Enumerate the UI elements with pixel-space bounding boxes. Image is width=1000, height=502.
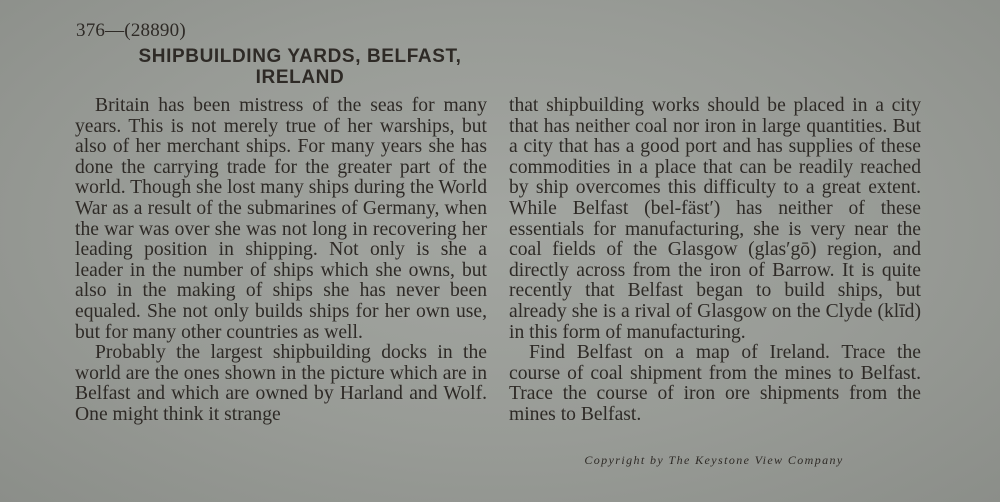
right-column xyxy=(509,96,921,426)
left-column xyxy=(75,96,487,426)
right-paragraph-1: that shipbuilding works should be placed in a city that has neither coal nor iron in large quantities. But a city that has a good port and has supplies of these commodities in a place that can be readily reached by ship overcomes this difficulty to a great extent. While Belfast (bel-fäst′) has neither of these essentials for manufacturing, she is very near the coal fields of the Glasgow (glas′gō) region, and directly across from the iron of Barrow. It is quite recently that Belfast began to build ships, but already she is a rival of Glasgow on the Clyde (klīd) in this form of manufacturing. xyxy=(509,95,921,343)
card-number: 376—(28890) xyxy=(76,20,186,41)
left-paragraph-1: Britain has been mistress of the seas for many years. This is not merely true of her warships, but also of her merchant ships. For many years she has done the carrying trade for the greater part of the world. Though she lost many ships during the World War as a result of the submarines of Germany, when the war was over she was not long in recovering her leading position in shipping. Not only is she a leader in the number of ships which she owns, but also in the making of ships she has never been equaled. She not only builds ships for her own use, but for many other countries as well. xyxy=(75,95,487,343)
title-line-2: IRELAND xyxy=(255,67,345,88)
left-paragraph-2: Probably the largest shipbuilding docks in the world are the ones shown in the picture which are in Belfast and which are owned by Harland and Wolf. One might think it strange xyxy=(75,342,487,425)
copyright-notice: Copyright by The Keystone View Company xyxy=(584,453,844,467)
card-title xyxy=(70,46,530,88)
title-line-1: SHIPBUILDING YARDS, BELFAST, xyxy=(138,46,462,67)
right-paragraph-2: Find Belfast on a map of Ireland. Trace the course of coal shipment from the mines to Belfast. Trace the course of iron ore shipments from the mines to Belfast. xyxy=(509,342,921,425)
